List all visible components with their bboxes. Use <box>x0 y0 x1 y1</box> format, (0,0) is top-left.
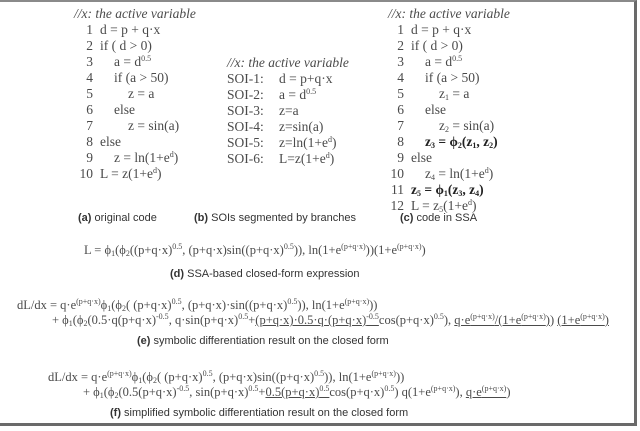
code-text: z = a <box>128 86 155 101</box>
line-number: 5 <box>86 86 93 101</box>
soi-line <box>227 135 349 151</box>
soi-line <box>227 87 349 103</box>
soi-statement: z=sin(a) <box>279 119 324 134</box>
code-line <box>75 134 196 150</box>
ssa-line <box>386 70 510 86</box>
line-number: 1 <box>397 22 404 37</box>
code-line <box>75 86 196 102</box>
code-line <box>75 118 196 134</box>
ssa-line <box>386 134 510 150</box>
code-text: if ( d > 0) <box>100 38 152 53</box>
soi-line <box>227 119 349 135</box>
soi-statement: $z=\ln(1+e^d)$ <box>279 135 337 150</box>
panel-e-equation-line1: $dL/dx = q\cdot e^{(p+q\cdot x)}\phi_1(\phi_2$( $(p+q\cdot x)^{0.5}$, $(p+q\cdot x)\cdot\sin((p+q\cdot x)^{0.5})$), $\ln(1+e^{(p+q\cdot x)})$) <box>17 297 378 313</box>
ssa-line <box>386 54 510 70</box>
soi-statement: z=a <box>279 103 299 118</box>
line-number: 2 <box>397 38 404 53</box>
line-number: 3 <box>397 54 404 69</box>
code-text: d = p + q·x <box>100 22 161 37</box>
line-number: 7 <box>397 118 404 133</box>
panel-d-equation: $L = \phi_1(\phi_2((p+q\cdot x)^{0.5}$, $(p+q\cdot x)\sin((p+q\cdot x)^{0.5})$), $\ln(1+e^{(p+q\cdot x)}))(1+e^{(p+q\cdot x)})$ <box>84 242 426 258</box>
code-line <box>75 150 196 166</box>
soi-label: SOI-6: <box>227 151 264 166</box>
code-text: $L = z_5(1+e^d)$ <box>411 198 477 214</box>
line-number: 3 <box>86 54 93 69</box>
line-number: 8 <box>86 134 93 149</box>
panel-c-caption: (c) code in SSA <box>400 212 478 224</box>
panel-f-equation-line2: + $\phi_1(\phi_2(0.5(p+q\cdot x)^{-0.5}$, $\sin(p+q\cdot x)^{0.5}+0.5(p+q\cdot x)^{0.5}\cos(p+q\cdot x)^{0.5}$) $q(1+e^{(p+q\cdot x)})$, $q\cdot e^{(p+q\cdot x)}$) <box>83 384 511 400</box>
code-text: $z_4 = \ln(1+e^d)$ <box>425 166 494 182</box>
soi-statement: d = p+q·x <box>279 71 333 86</box>
panel-b-caption: (b) SOIs segmented by branches <box>194 212 357 224</box>
soi-line <box>227 151 349 167</box>
soi-line <box>227 103 349 119</box>
code-text: z = sin(a) <box>128 118 180 133</box>
code-text: if (a > 50) <box>425 70 480 85</box>
code-text: if ( d > 0) <box>411 38 463 53</box>
panel-e-caption: (e) symbolic differentiation result on the closed form <box>137 335 389 347</box>
ssa-line <box>386 118 510 134</box>
panel-e-equation-line2: + $\phi_1(\phi_2(0.5\cdot q(p+q\cdot x)^{-0.5}$, $q\cdot\sin(p+q\cdot x)^{0.5}+(p+q\cdot x)\cdot 0.5\cdot q\cdot(p+q\cdot x)^{-0.5}\cos(p+q\cdot x)^{0.5}$), $q\cdot e^{(p+q\cdot x)}/(1+e^{(p+q\cdot x)})$) $(1+e^{(p+q\cdot x)})$ <box>52 312 609 328</box>
code-text: $a = d^{0.5}$ <box>425 54 463 69</box>
ssa-line <box>386 182 510 198</box>
soi-label: SOI-4: <box>227 119 264 134</box>
ssa-line <box>386 102 510 118</box>
line-number: 5 <box>397 86 404 101</box>
panel-f-equation-line1: $dL/dx = q\cdot e^{(p+q\cdot x)}\phi_1(\phi_2$( $(p+q\cdot x)^{0.5}$, $(p+q\cdot x)\sin((p+q\cdot x)^{0.5})$), $\ln(1+e^{(p+q\cdot x)})$) <box>48 369 405 385</box>
panel-a-original-code <box>75 6 196 182</box>
code-text: else <box>411 150 432 165</box>
code-line <box>75 166 196 182</box>
ssa-line <box>386 22 510 38</box>
phi-statement: $z_5 = \phi_1(z_3$, $z_4$) <box>411 182 484 198</box>
line-number: 10 <box>390 166 404 181</box>
code-text: $z = \ln(1+e^d)$ <box>114 150 179 165</box>
code-line <box>75 70 196 86</box>
panel-a-comment: //x: the active variable <box>74 6 196 21</box>
phi-statement: $z_3 = \phi_2(z_1$, $z_2$) <box>425 134 498 150</box>
line-number: 4 <box>86 70 93 85</box>
soi-label: SOI-5: <box>227 135 264 150</box>
line-number: 4 <box>397 70 404 85</box>
line-number: 2 <box>86 38 93 53</box>
ssa-line <box>386 38 510 54</box>
panel-a-caption: (a) original code <box>78 212 157 224</box>
soi-line <box>227 71 349 87</box>
code-text: d = p + q·x <box>411 22 472 37</box>
line-number: 9 <box>86 150 93 165</box>
panel-c-ssa-code <box>386 6 510 214</box>
ssa-line <box>386 86 510 102</box>
line-number: 11 <box>391 182 404 197</box>
code-text: $z_1 = a$ <box>439 86 470 102</box>
ssa-line <box>386 150 510 166</box>
line-number: 9 <box>397 150 404 165</box>
code-text: $z_2 = \sin(a)$ <box>439 118 495 134</box>
panel-c-comment: //x: the active variable <box>388 6 510 21</box>
code-text: $L = z(1+e^d)$ <box>100 166 162 181</box>
code-line <box>75 102 196 118</box>
code-text: else <box>425 102 446 117</box>
code-line <box>75 54 196 70</box>
line-number: 1 <box>86 22 93 37</box>
soi-label: SOI-3: <box>227 103 264 118</box>
soi-statement: $L=z(1+e^d)$ <box>279 151 335 166</box>
soi-statement: $a = d^{0.5}$ <box>279 87 317 102</box>
code-line <box>75 22 196 38</box>
panel-d-caption: (d) SSA-based closed-form expression <box>170 268 360 280</box>
line-number: 6 <box>86 102 93 117</box>
panel-f-caption: (f) simplified symbolic differentiation result on the closed form <box>110 407 409 419</box>
code-text: if (a > 50) <box>114 70 169 85</box>
line-number: 7 <box>86 118 93 133</box>
panel-b-comment: //x: the active variable <box>227 55 349 70</box>
code-line <box>75 38 196 54</box>
code-text: else <box>100 134 121 149</box>
line-number: 12 <box>390 198 404 213</box>
line-number: 6 <box>397 102 404 117</box>
panel-b-sois <box>227 55 349 167</box>
line-number: 10 <box>79 166 93 181</box>
code-text: $a = d^{0.5}$ <box>114 54 152 69</box>
ssa-line <box>386 166 510 182</box>
soi-label: SOI-1: <box>227 71 264 86</box>
soi-label: SOI-2: <box>227 87 264 102</box>
code-text: else <box>114 102 135 117</box>
line-number: 8 <box>397 134 404 149</box>
